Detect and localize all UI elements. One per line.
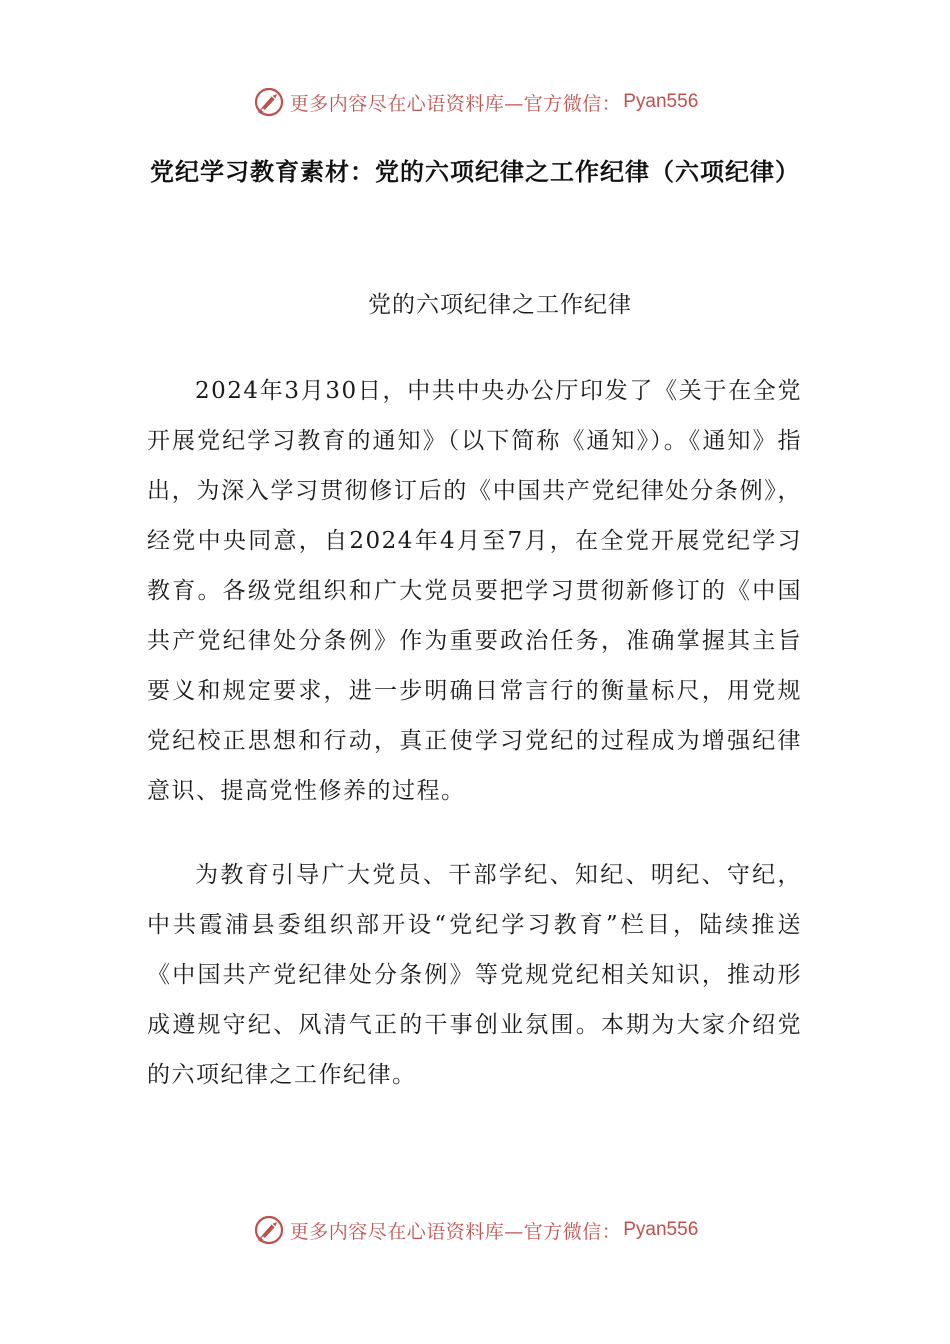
watermark-header (0, 82, 950, 122)
watermark-brand: Pyan556 (623, 1219, 699, 1240)
document-title: 党纪学习教育素材：党的六项纪律之工作纪律（六项纪律） (150, 158, 800, 186)
watermark-text: 更多内容尽在心语资料库—官方微信： (289, 92, 622, 115)
document-subtitle: 党的六项纪律之工作纪律 (368, 292, 632, 318)
watermark-brand: Pyan556 (623, 91, 699, 112)
watermark-footer (0, 1210, 950, 1250)
pen-nib-logo-icon (252, 85, 286, 119)
watermark-text: 更多内容尽在心语资料库—官方微信： (289, 1220, 622, 1243)
body-paragraph-1: 2024年3月30日，中共中央办公厅印发了《关于在全党开展党纪学习教育的通知》（以下简称《通知》）。《通知》指出，为深入学习贯彻修订后的《中国共产党纪律处分条例》，经党中央同意，自2024年4月至7月，在全党开展党纪学习教育。各级党组织和广大党员要把学习贯彻新修订的《中国共产党纪律处分条例》作为重要政治任务，准确掌握其主旨要义和规定要求，进一步明确日常言行的衡量标尺，用党规党纪校正思想和行动，真正使学习党纪的过程成为增强纪律意识、提高党性修养的过程。 (147, 378, 802, 804)
pen-nib-logo-icon (252, 1213, 286, 1247)
body-paragraph-2: 为教育引导广大党员、干部学纪、知纪、明纪、守纪，中共霞浦县委组织部开设“党纪学习教育”栏目，陆续推送《中国共产党纪律处分条例》等党规党纪相关知识，推动形成遵规守纪、风清气正的干事创业氛围。本期为大家介绍党的六项纪律之工作纪律。 (147, 862, 802, 1088)
